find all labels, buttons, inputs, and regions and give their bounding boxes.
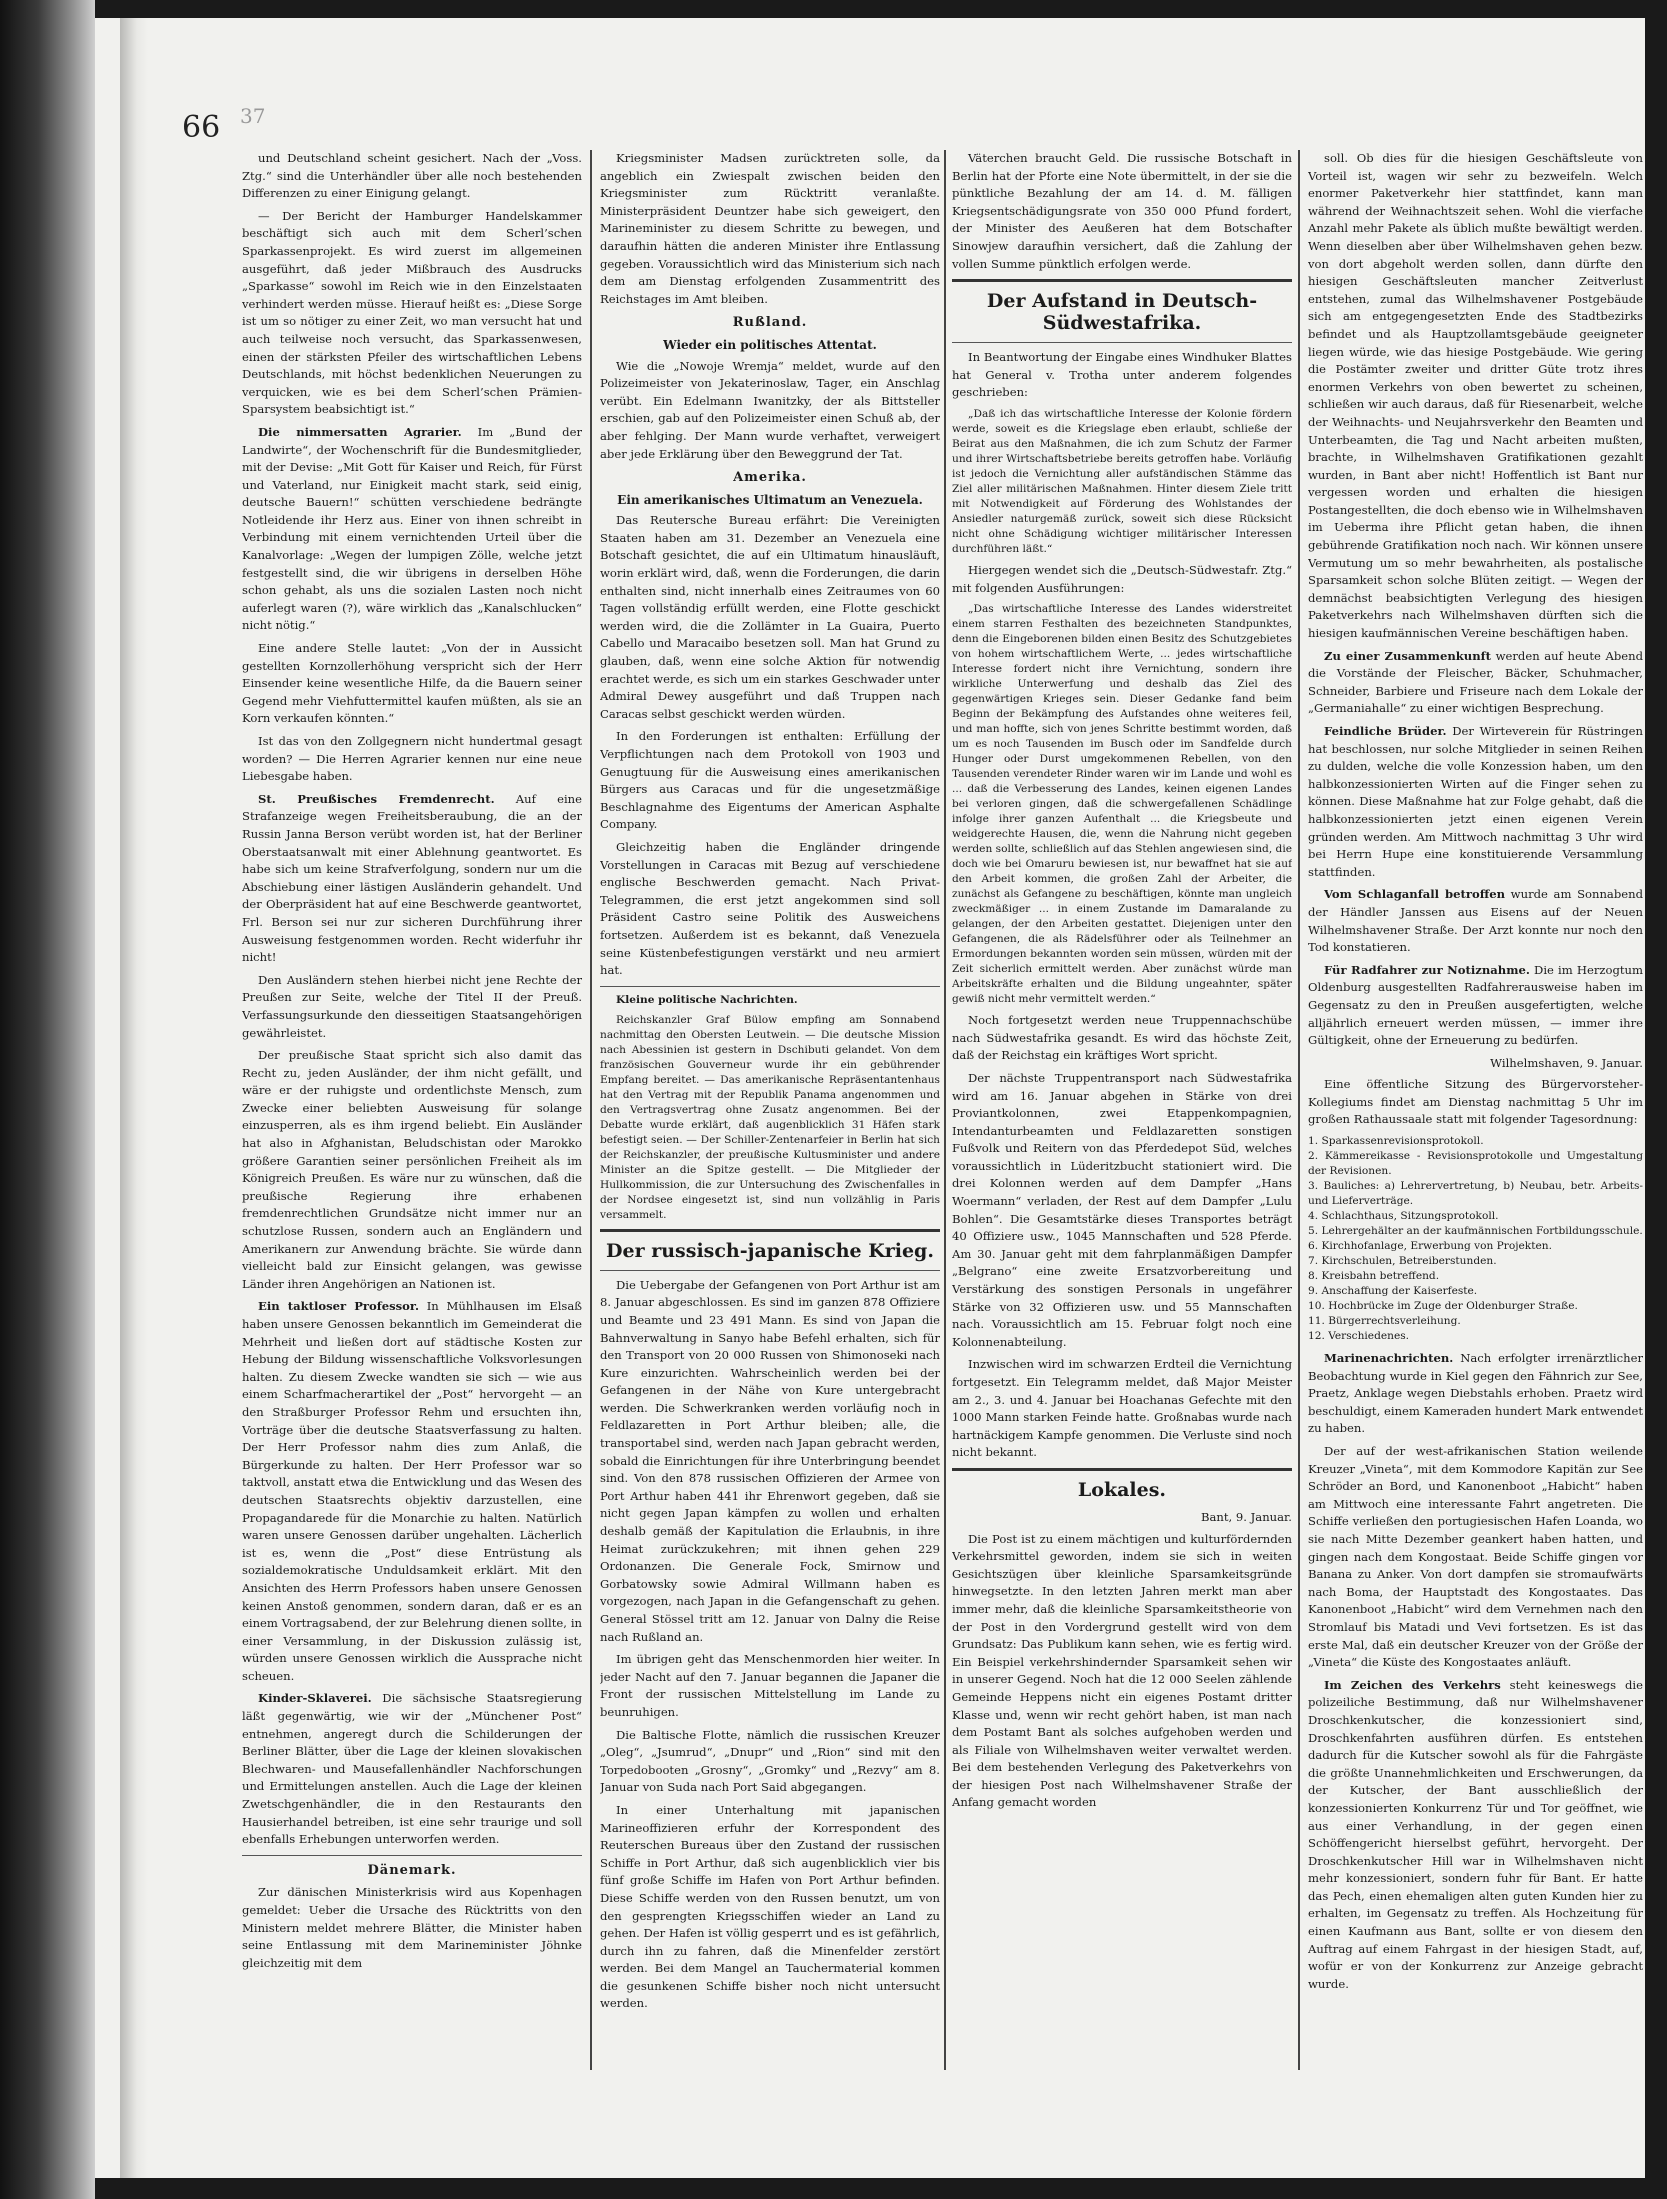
- divider: [952, 279, 1292, 282]
- subheading-attentat: Wieder ein politisches Attentat.: [663, 337, 877, 352]
- column-1: [242, 150, 582, 2070]
- page-number: 66: [182, 110, 221, 145]
- section-heading-amerika: Amerika.: [733, 470, 807, 486]
- agenda-item: 9. Anschaffung der Kaiserfeste.: [1308, 1285, 1478, 1298]
- agenda-item: 3. Bauliches: a) Lehrervertretung, b) Neubau, betr. Arbeits- und Lieferverträge.: [1308, 1180, 1643, 1208]
- article-paragraph: Marinenachrichten. Nach erfolgter irrenärztlicher Beobachtung wurde in Kiel gegen den Fähnrich zur See, Praetz, Anklage wegen Diebstahls erhoben. Praetz wird beschuldigt, einem Kameraden hundert Mark entwendet zu haben.: [1308, 1351, 1643, 1436]
- article-paragraph: Inzwischen wird im schwarzen Erdteil die Vernichtung fortgesetzt. Ein Telegramm meldet, daß Major Meister am 2., 3. und 4. Januar bei Hoachanas Gefechte mit den 1000 Mann starken Feinde hatte. Großnabas wurde nach hartnäckigem Kampfe genommen. Die Verluste sind noch nicht bekannt.: [952, 1357, 1292, 1460]
- column-rule: [590, 150, 592, 2070]
- article-paragraph: Vom Schlaganfall betroffen wurde am Sonnabend der Händler Janssen aus Eisens auf der Neuen Wilhelmshavener Straße. Der Arzt konnte nur noch den Tod konstatieren.: [1308, 887, 1643, 955]
- article-paragraph: Väterchen braucht Geld. Die russische Botschaft in Berlin hat der Pforte eine Note übermittelt, in der sie die pünktliche Bezahlung der am 14. d. M. fälligen Kriegsentschädigungsrate von 350 000 Pfund fordert, der Minister des Aeußeren hat dem Botschafter Sinowjew daraufhin versichert, daß die Zahlung der vollen Summe pünktlich erfolgen werde.: [952, 151, 1292, 271]
- article-paragraph: Eine öffentliche Sitzung des Bürgervorsteher-Kollegiums findet am Dienstag nachmittag 5 Uhr im großen Rathaussaale statt mit folgender Tagesordnung:: [1308, 1077, 1643, 1127]
- article-paragraph: Eine andere Stelle lautet: „Von der in Aussicht gestellten Kornzollerhöhung verspricht sich der Herr Einsender keine wesentliche Hilfe, da die Bauern seiner Gegend mehr Viehfuttermittel kaufen müßten, als sie an Korn verkaufen könnten.“: [242, 641, 582, 726]
- scan-border-bottom: [95, 2175, 1667, 2199]
- agenda-item: 11. Bürgerrechtsverleihung.: [1308, 1315, 1461, 1328]
- article-paragraph: Kriegsminister Madsen zurücktreten solle, da angeblich ein Zwiespalt zwischen beiden den Kriegsminister zum Rücktritt veranlaßte. Ministerpräsident Deuntzer habe sich geweigert, den Marineminister zu diesem Schritte zu bewegen, und daraufhin hätten die anderen Minister ihre Entlassung gegeben. Voraussichtlich wird das Ministerium sich nach dem am Dienstag erfolgenden Zusammentritt des Reichstages im Amt bleiben.: [600, 151, 940, 306]
- agenda-item: 6. Kirchhofanlage, Erwerbung von Projekten.: [1308, 1240, 1552, 1253]
- article-paragraph: Die Post ist zu einem mächtigen und kulturfördernden Verkehrsmittel geworden, indem sie sich in weiten Gesichtszügen über kleinliche Sparsamkeitsgründe hinwegsetzte. In den letzten Jahren merkt man aber immer mehr, daß die kleinliche Sparsamkeitstheorie von der Post in den Vordergrund gestellt wird von dem Grundsatz: Das Publikum kann sehen, wie es fertig wird. Ein Beispiel verkehrshindernder Sparsamkeit sehen wir in unserer Gegend. Noch hat die 12 000 Seelen zählende Gemeinde Heppens nicht ein eigenes Postamt dritter Klasse und, wenn wir recht gehört haben, ist man nach dem Postamt Bant als solches aufgehoben werden und als Filiale von Wilhelmshaven weiter verwaltet werden. Bei dem bestehenden Verlegung des Paketverkehrs von der hiesigen Post nach Wilhelmshavener Straße der Anfang gemacht worden: [952, 1531, 1292, 1810]
- article-paragraph: Für Radfahrer zur Notiznahme. Die im Herzogtum Oldenburg ausgestellten Radfahrerausweise haben im Gegensatz zu den in Preußen ausgefertigten, welche alljährlich erneuert werden müssen, — immer ihre Gültigkeit, ohne der Erneuerung zu bedürfen.: [1308, 962, 1643, 1048]
- column-3: [952, 150, 1292, 2070]
- agenda-list: [1308, 1134, 1643, 1344]
- article-paragraph: Feindliche Brüder. Der Wirteverein für Rüstringen hat beschlossen, nur solche Mitglieder in seinen Reihen zu dulden, welche die volle Konzession haben, um den halbkonzessionierten Wirten auf die Finger sehen zu können. Diese Maßnahme hat zur Folge gehabt, daß die halbkonzessionierten jetzt einen eigenen Verein gründen werden. Am Mittwoch nachmittag 3 Uhr wird bei Herrn Hupe eine konstituierende Versammlung stattfinden.: [1308, 724, 1643, 879]
- article-paragraph: St. Preußisches Fremdenrecht. Auf eine Strafanzeige wegen Freiheitsberaubung, die an der Russin Janna Berson verübt worden ist, hat der Berliner Oberstaatsanwalt mit einer Ablehnung geantwortet. Es habe sich um keine Strafverfolgung, sondern nur um die Abschiebung einer lästigen Ausländerin gehandelt. Und der Oberpräsident hat auf eine Beschwerde geantwortet, Frl. Berson sei nur zur sicheren Durchführung ihrer Ausweisung festgenommen worden. Recht widerfuhr ihr nicht!: [242, 791, 582, 965]
- article-paragraph: Zu einer Zusammenkunft werden auf heute Abend die Vorstände der Fleischer, Bäcker, Schuhmacher, Schneider, Barbiere und Friseure nach dem Lokale der „Germaniahalle“ zu einer wichtigen Besprechung.: [1308, 648, 1643, 716]
- article-paragraph: Gleichzeitig haben die Engländer dringende Vorstellungen in Caracas mit Bezug auf verschiedene englische Beschwerden gemacht. Nach Privat-Telegrammen, die erst jetzt angekommen sind soll Präsident Castro seine Politik des Ausweichens fortsetzen. Außerdem ist es bekannt, daß Venezuela seine Küstenbefestigungen verstärkt und neu armiert hat.: [600, 839, 940, 978]
- agenda-item: 4. Schlachthaus, Sitzungsprotokoll.: [1308, 1210, 1499, 1223]
- divider: [952, 1468, 1292, 1471]
- article-paragraph: Der preußische Staat spricht sich also damit das Recht zu, jeden Ausländer, der ihm nicht gefällt, und wäre er der ruhigste und ordentlichste Mensch, zum Zwecke einer beliebten Ausweisung für solange einzusperren, als es ihm irgend beliebt. Ein Ausländer hat also in Afghanistan, Beludschistan oder Marokko größere Garantien seiner persönlichen Freiheit als im Königreich Preußen. Es wäre nur zu wünschen, daß die preußische Regierung ihre erhabenen fremdenrechtlichen Grundsätze nicht immer nur an schutzlose Russen, sondern auch an Engländern und Amerikanern zur Anwendung brächte. Sie würde dann vielleicht bald zur Einsicht gelangen, was gewisse Länder ihren Angehörigen an Nationen ist.: [242, 1048, 582, 1291]
- agenda-item: 1. Sparkassenrevisionsprotokoll.: [1308, 1135, 1484, 1148]
- article-paragraph: In einer Unterhaltung mit japanischen Marineoffizieren erfuhr der Korrespondent des Reuterschen Bureaus über den Zustand der russischen Schiffe in Port Arthur, daß sich augenblicklich vier bis fünf große Schiffe im Hafen von Port Arthur befinden. Diese Schiffe werden von den Russen benutzt, um von den gesprengten Kriegsschiffen wieder an Land zu gehen. Der Hafen ist völlig gesperrt und es ist gefährlich, durch ihn zu fahren, daß die Minenfelder zerstört werden. Bei dem Mangel an Tauchermaterial kommen die gesunkenen Schiffe bisher noch nicht untersucht werden.: [600, 1802, 940, 2011]
- article-paragraph: In Beantwortung der Eingabe eines Windhuker Blattes hat General v. Trotha unter anderem folgendes geschrieben:: [952, 350, 1292, 400]
- divider: [600, 986, 940, 987]
- section-heading-russland: Rußland.: [732, 315, 808, 331]
- article-paragraph: Das Reutersche Bureau erfährt: Die Vereinigten Staaten haben am 31. Dezember an Venezuela eine Botschaft gesichtet, die auf ein Ultimatum hinausläuft, worin erklärt wird, daß, wenn die Forderungen, die darin enthalten sind, nicht innerhalb eines Zeitraumes von 60 Tagen vollständig erfüllt werden, eine Flotte geschickt werden wird, die die Zollämter in La Guaira, Puerto Cabello und Maracaibo besetzen soll. Man hat Grund zu glauben, daß, wenn eine solche Aktion für notwendig erachtet werde, es sich um ein starkes Geschwader unter Admiral Dewey ausgeführt und daß Truppen nach Caracas selbst geschickt werden würden.: [600, 513, 940, 721]
- divider: [600, 1270, 940, 1271]
- divider: [600, 1229, 940, 1232]
- dateline: Bant, 9. Januar.: [1200, 1509, 1292, 1524]
- article-paragraph: Die Baltische Flotte, nämlich die russischen Kreuzer „Oleg“, „Jsumrud“, „Dnupr“ und „Rion“ sind mit den Torpedobooten „Grosny“, „Gromky“ und „Rezvy“ am 8. Januar von Suda nach Port Said abgegangen.: [600, 1727, 940, 1795]
- agenda-item: 2. Kämmereikasse - Revisionsprotokolle und Umgestaltung der Revisionen.: [1308, 1150, 1643, 1178]
- quoted-paragraph: „Das wirtschaftliche Interesse des Landes widerstreitet einem starren Festhalten des bezeichneten Standpunktes, denn die Eingeborenen bilden einen Besitz des Schutzgebietes von hohem wirtschaftlichem Werte, ... jedes wirtschaftliche Interesse fordert nicht ihre Vernichtung, sondern ihre wirkliche Unterwerfung und deshalb das Ziel des gegenwärtigen Krieges sein. Dieser Gedanke fand beim Beginn der Bekämpfung des Aufstandes ohne weiteres feil, und man hoffte, sich von jenes Schritte bestimmt worden, daß um es noch Tausenden im Busch oder im Sandfelde durch Hunger oder Durst umgekommenen Rebellen, von den Tausenden verendeter Rinder waren wir im Lande und wohl es ... daß die Verbesserung des Landes, keinen eigenen Landes bei verloren gingen, daß die schwergefallenen Schädlinge infolge ihrer ganzen Aufenthalt ... die Kriegsbeute und weidgerechte Hausen, die, wenn die Nahrung nicht gegeben werden sollte, schließlich auf das Stehlen angewiesen sind, die doch wie bei Omaruru bewiesen ist, nur bewaffnet hat sie auf den Arbeit kommen, die großen Zahl der Arbeiter, die zunächst als Gefangene zu beschäftigen, könnte man ungleich zweckmäßiger ... in einem Zustande im Damaralande zu gelangen, der den Arbeiten gestattet. Diejenigen unter den Gefangenen, die als Rädelsführer oder als Teilnehmer an Ermordungen bekannten worden sein müssen, würden mit der Zeit sicherlich ermittelt werden. Aber zunächst würde man Arbeitskräfte erhalten und die Bildung ungeahnter, später gewiß nicht mehr vermittelt werden.“: [952, 603, 1292, 1006]
- section-heading-daenemark: Dänemark.: [367, 1862, 457, 1878]
- article-paragraph: Ein taktloser Professor. In Mühlhausen im Elsaß haben unsere Genossen bekanntlich im Gemeinderat die Mehrheit und ließen dort auf städtische Kosten zur Hebung der Bildung wissenschaftliche Volksvorlesungen halten. Zu diesem Zwecke wandten sie sich — wie aus einem Scharfmacherartikel der „Post“ hervorgeht — an den Straßburger Professor Rehm und ersuchten ihn, Vorträge über die deutsche Staatsverfassung zu halten. Der Herr Professor nahm dies zum Anlaß, die Bürgerkunde zu halten. Der Herr Professor war so taktvoll, anstatt etwa die Entwicklung und das Wesen des deutschen Staatsrechts objektiv darzustellen, eine Propagandarede für die Monarchie zu halten. Natürlich waren unsere Genossen darüber ungehalten. Lächerlich ist es, wenn die „Post“ diese Entrüstung als sozialdemokratische Unduldsamkeit erklärt. Mit den Ansichten des Herrn Professors haben unsere Genossen keinen Anstoß genommen, sondern daran, daß er es an einem Vortragsabend, der zur Belehrung dienen sollte, in einer Versammlung, in der Diskussion zulässig ist, würden unsere Genossen wirklich die Aussprache nicht scheuen.: [242, 1299, 582, 1683]
- scan-border-left: [0, 0, 95, 2199]
- article-paragraph: Noch fortgesetzt werden neue Truppennachschübe nach Südwestafrika gesandt. Es wird das höchste Zeit, daß der Reichstag ein kräftiges Wort spricht.: [952, 1013, 1292, 1063]
- headline-lokales: Lokales.: [1077, 1478, 1167, 1501]
- pencil-mark: 37: [240, 104, 266, 128]
- subheading-ultimatum: Ein amerikanisches Ultimatum an Venezuela.: [617, 492, 923, 507]
- agenda-item: 8. Kreisbahn betreffend.: [1308, 1270, 1440, 1283]
- article-paragraph: soll. Ob dies für die hiesigen Geschäftsleute von Vorteil ist, wagen wir sehr zu bezweifeln. Welch enormer Paketverkehr hier stattfindet, kann man während der Weihnachtszeit sehen. Wohl die vierfache Anzahl mehr Pakete als üblich mußte bewältigt werden. Wenn dieselben aber über Wilhelmshaven gehen bezw. von dort abgeholt werden sollen, dann dürfte den hiesigen Geschäftsleuten mancher Zeitverlust entstehen, zumal das Wilhelmshavener Postgebäude sich am entgegengesetzten Ende des Stadtbezirks befindet und als Hauptzollamtsgebäude geeigneter liegen würde, wie das hiesige Postgebäude. Wie gering die Postämter zweiter und dritter Güte trotz ihres enormen Verkehrs von oben bewertet zu scheinen, schließen wir auch daraus, daß für Riesenarbeit, welche der Weihnachts- und Neujahrsverkehr den Beamten und Unterbeamten, die Tag und Nacht arbeiten mußten, brachte, in Wilhelmshaven Gratifikationen gezahlt wurden, in Bant aber nicht! Hoffentlich ist Bant nur vergessen worden und erhalten die hiesigen Postangestellten, die doch ebenso wie in Wilhelmshaven im Ueberma ihre Pflicht getan haben, die ihnen gebührende Gratifikation noch nach. Wir können unsere Vermutung um so mehr bewahrheiten, als postalische Sparsamkeit schon solche Blüten zeitigt. — Wegen der demnächst beabsichtigten Verlegung des hiesigen Paketverkehrs nach Wilhelmshaven dürften sich die hiesigen kaufmännischen Vereine beschäftigen haben.: [1308, 151, 1643, 641]
- agenda-item: 7. Kirchschulen, Betreiberstunden.: [1308, 1255, 1497, 1268]
- headline-aufstand: Der Aufstand in Deutsch-Südwestafrika.: [986, 290, 1258, 335]
- article-paragraph: Den Ausländern stehen hierbei nicht jene Rechte der Preußen zur Seite, welche der Titel II der Preuß. Verfassungsurkunde den diesseitigen Staatsangehörigen gewährleistet.: [242, 972, 582, 1040]
- agenda-item: 5. Lehrergehälter an der kaufmännischen Fortbildungsschule.: [1308, 1225, 1643, 1238]
- article-paragraph: und Deutschland scheint gesichert. Nach der „Voss. Ztg.“ sind die Unterhändler über alle noch bestehenden Differenzen zu einer Einigung gelangt.: [242, 151, 582, 201]
- article-paragraph: Im übrigen geht das Menschenmorden hier weiter. In jeder Nacht auf den 7. Januar begannen die Japaner die Front der russischen Mittelstellung im Lande zu beunruhigen.: [600, 1652, 940, 1719]
- article-paragraph: Wie die „Nowoje Wremja“ meldet, wurde auf den Polizeimeister von Jekaterinoslaw, Tager, ein Anschlag verübt. Ein Edelmann Iwanitzky, der als Bittsteller erschien, gab auf den Polizeimeister einen Schuß ab, der aber fehlging. Der Mann wurde verhaftet, verweigert aber jede Erklärung über den Beweggrund der Tat.: [600, 358, 940, 461]
- kleine-nachrichten-text: Reichskanzler Graf Bülow empfing am Sonnabend nachmittag den Obersten Leutwein. — Die deutsche Mission nach Abessinien ist gestern in Dschibuti gelandet. Von dem französischen Gouverneur wurde ihr ein gebührender Empfang bereitet. — Das amerikanische Repräsentantenhaus hat den Vertrag mit der Republik Panama angenommen und den Vertragsvertrag ohne Zusatz angenommen. Bei der Debatte wurde erklärt, daß augenblicklich 31 Häfen stark befestigt seien. — Der Schiller-Zentenarfeier in Berlin hat sich der Reichskanzler, der preußische Kultusminister und andere Minister an die Spitze gestellt. — Die Mitglieder der Hullkommission, die zur Untersuchung des Zwischenfalles in der Nordsee eingesetzt ist, sind nun vollzählig in Paris versammelt.: [600, 1013, 940, 1221]
- article-paragraph: Die nimmersatten Agrarier. Im „Bund der Landwirte“, der Wochenschrift für die Bundesmitglieder, mit der Devise: „Mit Gott für Kaiser und Reich, für Fürst und Vaterland, nur Einigkeit macht stark, seid einig, deutsche Bauern!“ schütten verschiedene bedrängte Notleidende ihr Herz aus. Einer von ihnen schreibt in Verbindung mit einem vernichtenden Urteil über die Kanalvorlage: „Wegen der lumpigen Zölle, welche jetzt festgestellt sind, die wir übrigens in derselben Höhe schon gehabt, als uns die sozialen Lasten noch nicht auferlegt waren (?), wäre wirklich das „Kanalschlucken“ nicht nötig.“: [242, 424, 582, 633]
- article-paragraph: Die Uebergabe der Gefangenen von Port Arthur ist am 8. Januar abgeschlossen. Es sind im ganzen 878 Offiziere und Beamte und 23 491 Mann. Es sind von Japan die Bahnverwaltung in Sanyo habe Befehl erhalten, sich für den Transport von 20 000 Russen von Shimonoseki nach Kure einzurichten. Wahrscheinlich werden bei der Gefangenen in der Nähe von Kure untergebracht werden. Die Schwerkranken werden vorläufig noch in Feldlazaretten in Port Arthur bleiben; alle, die transportabel sind, werden nach Japan gebracht werden, sobald die Einrichtungen für ihre Unterbringung beendet sind. Von den 878 russischen Offizieren der Armee von Port Arthur haben 441 ihr Ehrenwort gegeben, daß sie nicht gegen Japan kämpfen zu wollen und erhalten deshalb gemäß der Kapitulation die Erlaubnis, in ihre Heimat zurückzukehren; mit ihnen gehen 229 Ordonanzen. Die Generale Fock, Smirnow und Gorbatowsky sowie Admiral Willmann haben es vorgezogen, nach Japan in die Gefangenschaft zu gehen. General Stössel tritt am 12. Januar von Dalny die Reise nach Rußland an.: [600, 1277, 940, 1644]
- dateline: Wilhelmshaven, 9. Januar.: [1490, 1055, 1643, 1070]
- quoted-paragraph: „Daß ich das wirtschaftliche Interesse der Kolonie fördern werde, soweit es die Kriegslage eben erlaubt, schließe der Beirat aus den Maßnahmen, die ich zum Schutz der Farmer und ihrer Wirtschaftsbetriebe bereits getroffen habe. Vorläufig ist jedoch die Vernichtung aller aufständischen Stämme das Ziel aller militärischen Maßnahmen. Hinter diesem Ziele tritt mit Notwendigkeit auf Förderung des Wohlstandes der Ansiedler naturgemäß zurück, soweit sich diese Rücksicht nicht ohne Schädigung wichtiger militärischer Interessen durchführen läßt.“: [952, 407, 1292, 555]
- divider: [952, 342, 1292, 343]
- column-4: [1308, 150, 1643, 2070]
- agenda-item: 10. Hochbrücke im Zuge der Oldenburger Straße.: [1308, 1300, 1578, 1313]
- article-paragraph: — Der Bericht der Hamburger Handelskammer beschäftigt sich auch mit dem Scherl’schen Sparkassenprojekt. Es wird zuerst im allgemeinen ausgeführt, daß jeder Mißbrauch des Ausdrucks „Sparkasse“ sowohl im Reich wie in den Einzelstaaten verhindert werden müsse. Hierauf heißt es: „Diese Sorge ist um so nötiger zu einer Zeit, wo man versucht hat und auch teilweise noch versucht, das Sparkassenwesen, einen der stärksten Pfeiler des wirtschaftlichen Lebens Deutschlands, mit höchst bedenklichen Neuerungen zu verquicken, wie es bei dem Scherl’schen Prämien-Sparsystem beabsichtigt ist.“: [242, 208, 582, 417]
- article-paragraph: Ist das von den Zollgegnern nicht hundertmal gesagt worden? — Die Herren Agrarier kennen nur eine neue Liebesgabe haben.: [242, 734, 582, 784]
- binding-fold: [120, 18, 148, 2178]
- article-paragraph: Der auf der west-afrikanischen Station weilende Kreuzer „Vineta“, mit dem Kommodore Kapitän zur See Schröder an Bord, und Kanonenboot „Habicht“ haben am Mittwoch eine interessante Fahrt angetreten. Die Schiffe verließen den portugiesischen Hafen Loanda, wo sie nach Mitte Dezember geankert haben hatten, und gingen nach dem Kongostaat. Beide Schiffe gingen vor Banana zu Anker. Von dort dampfen sie stromaufwärts nach Boma, der Hauptstadt des Kongostaates. Das Kanonenboot „Habicht“ wird dem Vernehmen nach den Stromlauf bis Matadi und Vevi fortsetzen. Es ist das erste Mal, daß ein deutscher Kreuzer von der Größe der „Vineta“ die Küste des Kongostaates anläuft.: [1308, 1444, 1643, 1670]
- article-paragraph: In den Forderungen ist enthalten: Erfüllung der Verpflichtungen nach dem Protokoll von 1903 und Genugtuung für die Ausweisung eines amerikanischen Bürgers aus Caracas und für die ungesetzmäßige Beschlagnahme des Eigentums der American Asphalte Company.: [600, 729, 940, 832]
- article-paragraph: Der nächste Truppentransport nach Südwestafrika wird am 16. Januar abgehen in Stärke von drei Proviantkolonnen, zwei Etappenkompagnien, Intendanturbeamten und Feldlazaretten sonstigen Fußvolk und Reitern von das Pferdedepot Süd, welches voraussichtlich in Lüderitzbucht stationiert wird. Die drei Kolonnen werden auf dem Dampfer „Hans Woermann“ verladen, der Rest auf dem Dampfer „Lulu Bohlen“. Die Gesamtstärke dieses Transportes beträgt 40 Offiziere usw., 1045 Mannschaften und 528 Pferde. Am 30. Januar geht mit dem fahrplanmäßigen Dampfer „Belgrano“ eine zweite Ersatzvorbereitung und Verstärkung des sonstigen Personals in ungefährer Stärke von 32 Offizieren usw. und 55 Mannschaften nach. Voraussichtlich am 15. Februar folgt noch eine Kolonnenabteilung.: [952, 1070, 1292, 1349]
- headline-krieg: Der russisch-japanische Krieg.: [606, 1239, 934, 1262]
- article-paragraph: Hiergegen wendet sich die „Deutsch-Südwestafr. Ztg.“ mit folgenden Ausführungen:: [952, 562, 1292, 595]
- article-paragraph: Im Zeichen des Verkehrs steht keineswegs die polizeiliche Bestimmung, daß nur Wilhelmshavener Droschkenkutscher, die konzessioniert sind, Droschkenfahrten ausführen dürfen. Es entstehen dadurch für die Kutscher sowohl als für die Fahrgäste die größte Unannehmlichkeiten und Erschwerungen, da der Kutscher, der Bant ausschließlich der konzessionierten Konkurrenz Tür und Tor geöffnet, wie aus einer Verhandlung, in der gegen einen Schöffengericht hierselbst geführt, hervorgeht. Der Droschkenkutscher Hill war in Wilhelmshaven nicht mehr konzessioniert, sondern fuhr für Bant. Er hatte das Pech, einen ehemaligen alten guten Kunden hier zu erhalten, im Gegensatz zu treffen. Als Hochzeitung für einen Kaufmann aus Bant, sollte er von diesem den Auftrag auf einem Fahrgast in der hiesigen Stadt, auf, wofür er von der Konkurrenz zur Anzeige gebracht wurde.: [1308, 1677, 1643, 1991]
- article-paragraph: Kinder-Sklaverei. Die sächsische Staatsregierung läßt gegenwärtig, wie wir der „Münchener Post“ entnehmen, angeregt durch die Schilderungen der Berliner Blätter, über die Lage der kleinen slovakischen Blechwaren- und Mausefallenhändler Nachforschungen und Ermittelungen anstellen. Auch die Lage der kleinen Zwetschgenhändler, die in den Restaurants den Hausierhandel betreiben, ist eine sehr traurige und soll ebenfalls Erhebungen unterworfen werden.: [242, 1691, 582, 1847]
- divider: [242, 1855, 582, 1856]
- kleine-nachrichten-heading: Kleine politische Nachrichten.: [616, 993, 798, 1006]
- column-rule: [1298, 150, 1300, 2070]
- column-2: [600, 150, 940, 2070]
- article-paragraph: Zur dänischen Ministerkrisis wird aus Kopenhagen gemeldet: Ueber die Ursache des Rücktritts von den Ministern meldet mehrere Blätter, die Minister haben seine Entlassung mit dem Marineminister Jöhnke gleichzeitig mit dem: [242, 1885, 582, 1970]
- agenda-item: 12. Verschiedenes.: [1308, 1330, 1410, 1343]
- column-rule: [944, 150, 946, 2070]
